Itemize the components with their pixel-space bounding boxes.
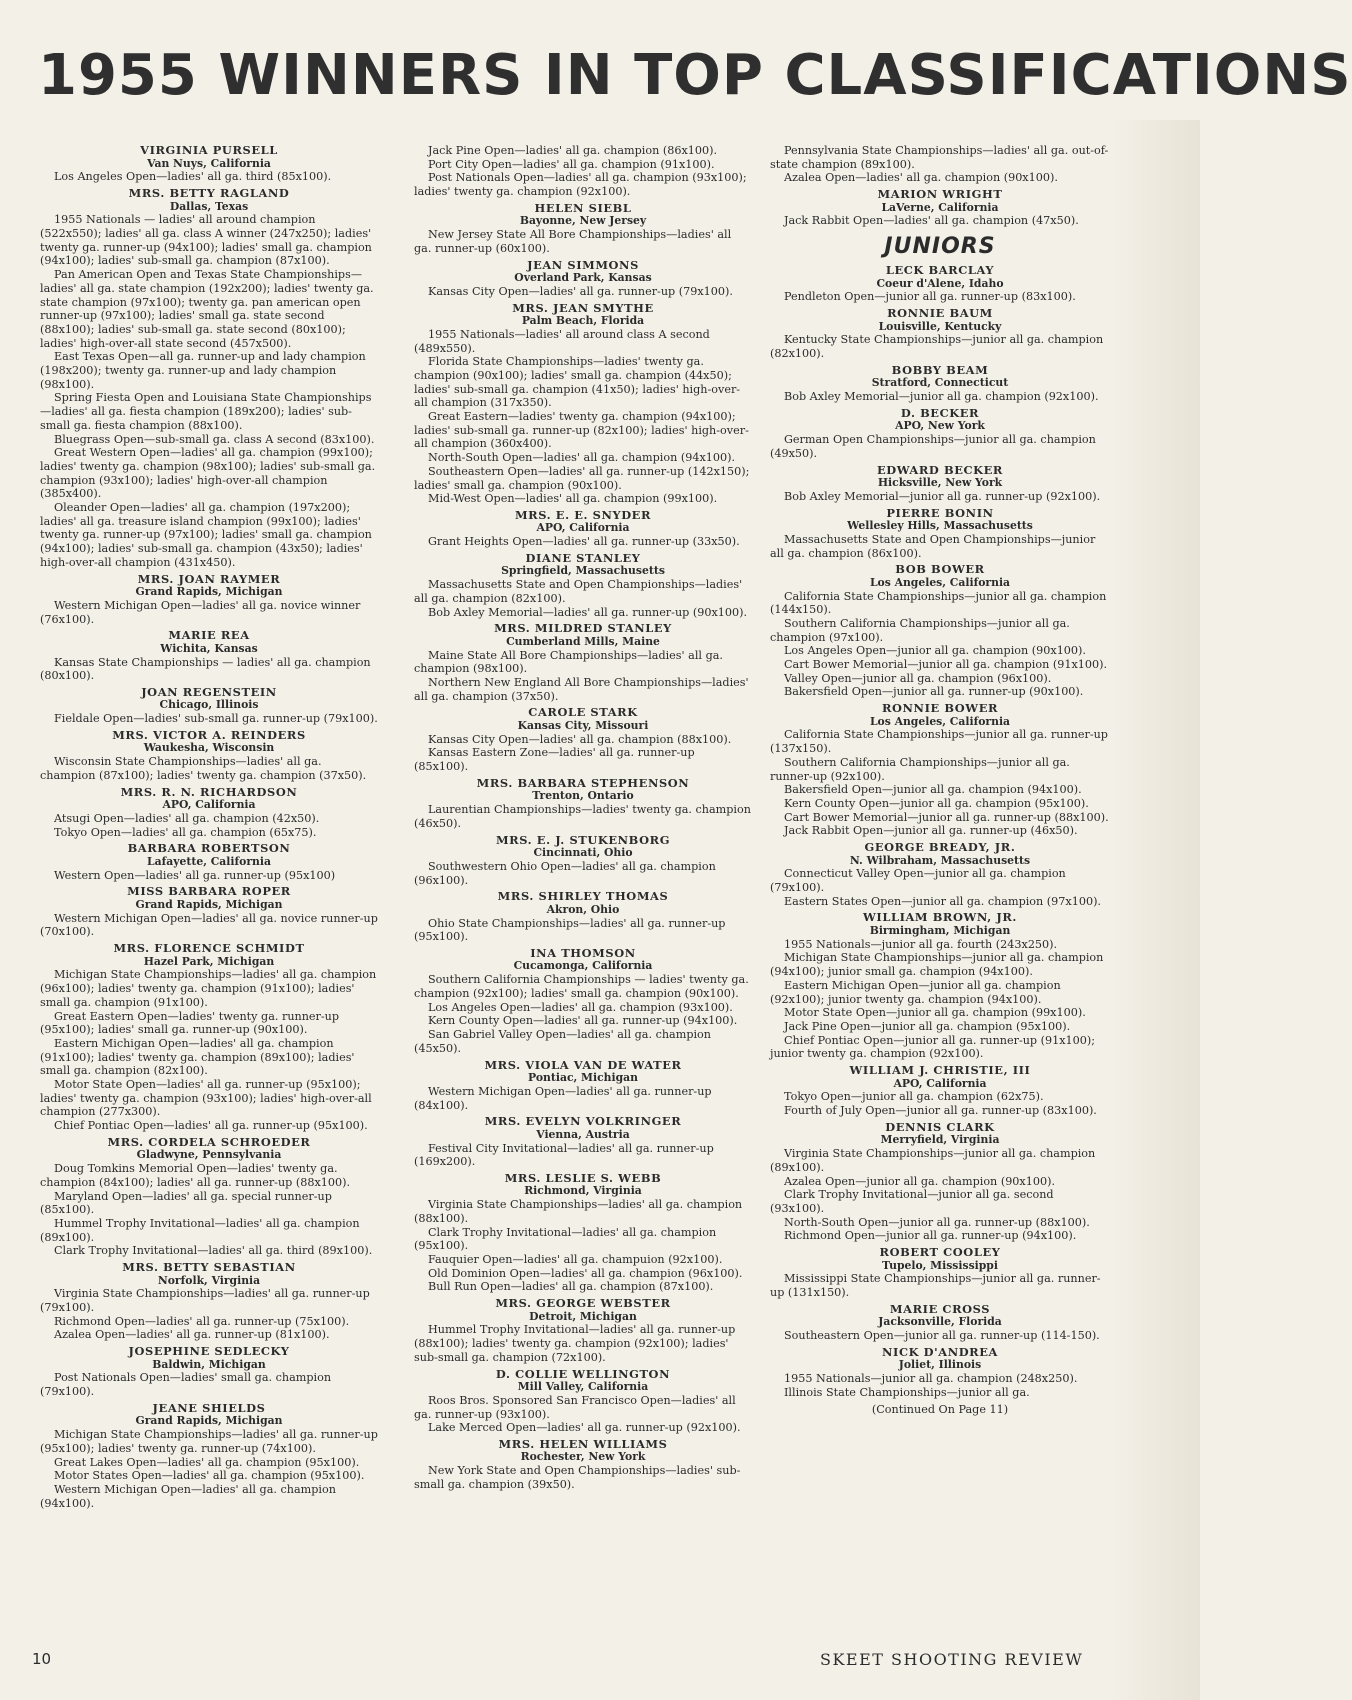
result-record: Jack Rabbit Open—junior all ga. runner-up (46x50). bbox=[784, 824, 1078, 838]
winner-location: Pontiac, Michigan bbox=[527, 1071, 639, 1084]
winner-location: Grand Rapids, Michigan bbox=[135, 1414, 283, 1428]
result-record: Mid-West Open—ladies' all ga. champion (99x100). bbox=[428, 492, 718, 506]
winner-entry bbox=[770, 1303, 1110, 1343]
winner-entry bbox=[770, 841, 1110, 908]
result-record: Western Michigan Open—ladies' all ga. runner-up (84x100). bbox=[414, 1084, 712, 1112]
winner-location: Jacksonville, Florida bbox=[878, 1315, 1002, 1329]
winner-entry bbox=[770, 1346, 1110, 1400]
winner-entry bbox=[770, 307, 1110, 361]
result-record: Southeastern Open—junior all ga. runner-up (114-150). bbox=[784, 1329, 1100, 1343]
page-headline: 1955 WINNERS IN TOP CLASSIFICATIONS bbox=[38, 43, 1352, 108]
winner-location: Hicksville, New York bbox=[877, 476, 1003, 490]
result-record: Great Eastern Open—ladies' twenty ga. runner-up (95x100); ladies' small ga. runner-up (90x100). bbox=[40, 1009, 340, 1037]
result-record: Massachusetts State and Open Championships—junior all ga. champion (86x100). bbox=[770, 532, 1096, 560]
winner-name: CAROLE STARK bbox=[528, 705, 638, 720]
result-record: Virginia State Championships—ladies' all ga. champion (88x100). bbox=[414, 1198, 743, 1225]
winner-location: APO, New York bbox=[895, 419, 985, 433]
winner-entry bbox=[40, 1136, 378, 1258]
winner-name: MRS. VIOLA VAN DE WATER bbox=[484, 1057, 682, 1072]
result-record: Grant Heights Open—ladies' all ga. runner-up (33x50). bbox=[428, 535, 740, 549]
result-record: Southern California Championships — ladies' twenty ga. champion (92x100); ladies' small ga. champion (90x100). bbox=[414, 973, 749, 1000]
winner-entry bbox=[40, 573, 378, 627]
winner-location: Bayonne, New Jersey bbox=[519, 214, 647, 228]
column-3 bbox=[770, 144, 1110, 1644]
winner-name: MRS. EVELYN VOLKRINGER bbox=[484, 1114, 682, 1129]
winner-location: Los Angeles, California bbox=[869, 575, 1011, 589]
winner-location: Cumberland Mills, Maine bbox=[506, 634, 660, 648]
result-record: Motor State Open—ladies' all ga. runner-up (95x100); ladies' twenty ga. champion (93x100); ladies' high-over-all champion (277x300). bbox=[40, 1078, 372, 1119]
result-record: Pendleton Open—junior all ga. runner-up (83x100). bbox=[784, 290, 1076, 304]
result-record: Tokyo Open—junior all ga. champion (62x75). bbox=[784, 1090, 1044, 1104]
winner-location: Grand Rapids, Michigan bbox=[135, 585, 283, 599]
result-record: Motor State Open—junior all ga. champion (99x100). bbox=[784, 1006, 1086, 1020]
winner-name: MARIE REA bbox=[168, 628, 250, 643]
result-record: Pan American Open and Texas State Championships—ladies' all ga. state champion (192x200); ladies' twenty ga. state champion (97x100); twenty ga. pan american open runner-up (97x100); ladies' small ga. state second (88x100); ladies' sub-small ga. state second (80x100); ladies' high-over-all state second (457x500). bbox=[40, 268, 374, 350]
result-record: Tokyo Open—ladies' all ga. champion (65x75). bbox=[54, 825, 317, 839]
result-record: Jack Pine Open—ladies' all ga. champion (86x100). bbox=[428, 144, 718, 157]
winner-name: LECK BARCLAY bbox=[885, 263, 995, 278]
page-edge-shadow bbox=[1110, 120, 1200, 1700]
winner-location: Merryfield, Virginia bbox=[880, 1133, 1000, 1147]
winner-entry bbox=[770, 1064, 1110, 1118]
result-record: Valley Open—junior all ga. champion (96x100). bbox=[784, 671, 1052, 685]
winner-name: MRS. MILDRED STANLEY bbox=[494, 621, 672, 636]
result-record: Cart Bower Memorial—junior all ga. champion (91x100). bbox=[784, 658, 1108, 672]
winner-entry bbox=[414, 622, 752, 703]
winner-entry bbox=[40, 144, 378, 184]
result-record: New York State and Open Championships—ladies' sub-small ga. champion (39x50). bbox=[414, 1464, 741, 1491]
winner-location: N. Wilbraham, Massachusetts bbox=[849, 853, 1031, 867]
winner-entry bbox=[414, 509, 752, 549]
result-record: Bob Axley Memorial—ladies' all ga. runner-up (90x100). bbox=[428, 605, 748, 619]
winner-entry bbox=[40, 1345, 378, 1399]
winner-entry bbox=[40, 885, 378, 939]
winner-name: MRS. BETTY RAGLAND bbox=[128, 186, 290, 200]
winner-entry bbox=[414, 834, 752, 888]
result-record: Western Open—ladies' all ga. runner-up (95x100) bbox=[54, 868, 336, 882]
winner-name: MRS. SHIRLEY THOMAS bbox=[497, 889, 669, 904]
winner-location: Cucamonga, California bbox=[513, 959, 653, 973]
result-record: Ohio State Championships—ladies' all ga. runner-up (95x100). bbox=[414, 916, 726, 944]
winner-entry bbox=[770, 407, 1110, 461]
winner-name: INA THOMSON bbox=[530, 945, 636, 960]
winner-location: Richmond, Virginia bbox=[524, 1184, 642, 1198]
winner-name: DENNIS CLARK bbox=[885, 1119, 995, 1134]
result-record: Jack Pine Open—junior all ga. champion (95x100). bbox=[784, 1019, 1071, 1033]
winner-name: WILLIAM BROWN, JR. bbox=[863, 910, 1017, 925]
winner-name: MRS. R. N. RICHARDSON bbox=[120, 784, 298, 799]
winner-location: Akron, Ohio bbox=[546, 902, 620, 916]
winner-entry bbox=[40, 1402, 378, 1511]
winner-location: APO, California bbox=[893, 1076, 987, 1090]
result-record: Old Dominion Open—ladies' all ga. champion (96x100). bbox=[428, 1266, 743, 1280]
winner-name: PIERRE BONIN bbox=[886, 505, 994, 520]
section-heading: JUNIORS bbox=[884, 234, 996, 260]
result-record: Chief Pontiac Open—junior all ga. runner-up (91x100); junior twenty ga. champion (92x100). bbox=[770, 1033, 1096, 1061]
winner-entry bbox=[414, 706, 752, 773]
result-record: San Gabriel Valley Open—ladies' all ga. champion (45x50). bbox=[414, 1028, 712, 1055]
winner-location: Palm Beach, Florida bbox=[521, 314, 645, 328]
result-record: Los Angeles Open—ladies' all ga. third (85x100). bbox=[54, 170, 332, 184]
winner-location: Los Angeles, California bbox=[869, 714, 1011, 728]
result-record: Motor States Open—ladies' all ga. champion (95x100). bbox=[54, 1469, 365, 1483]
result-record: Connecticut Valley Open—junior all ga. champion (79x100). bbox=[770, 867, 1066, 895]
result-record: 1955 Nationals—ladies' all around class A second (489x550). bbox=[414, 327, 710, 355]
result-record: Kern County Open—junior all ga. champion (95x100). bbox=[784, 796, 1089, 810]
result-record: 1955 Nationals — ladies' all around champion (522x550); ladies' all ga. class A winner (247x250); ladies' twenty ga. runner-up (94x100); ladies' small ga. champion (94x100); ladies' sub-small ga. champion (87x100). bbox=[40, 213, 372, 268]
winner-location: Vienna, Austria bbox=[536, 1127, 630, 1141]
winner-location: Dallas, Texas bbox=[169, 199, 249, 213]
result-record: Southern California Championships—junior all ga. runner-up (92x100). bbox=[770, 755, 1070, 783]
result-record: Fieldale Open—ladies' sub-small ga. runner-up (79x100). bbox=[54, 712, 378, 726]
winner-name: D. COLLIE WELLINGTON bbox=[495, 1366, 671, 1381]
winner-entry bbox=[414, 1172, 752, 1294]
result-record: Kansas City Open—ladies' all ga. runner-up (79x100). bbox=[428, 284, 733, 298]
winner-location: Detroit, Michigan bbox=[529, 1309, 637, 1323]
winner-name: MARIE CROSS bbox=[889, 1301, 991, 1316]
result-record: North-South Open—ladies' all ga. champion (94x100). bbox=[428, 451, 736, 465]
winner-name: NICK D'ANDREA bbox=[882, 1344, 998, 1359]
result-record: 1955 Nationals—junior all ga. fourth (243x250). bbox=[784, 937, 1058, 951]
page-number: 10 bbox=[32, 1650, 52, 1668]
winner-entry bbox=[414, 1438, 752, 1492]
result-record: Festival City Invitational—ladies' all ga. runner-up (169x200). bbox=[414, 1141, 714, 1169]
result-record: Bob Axley Memorial—junior all ga. champion (92x100). bbox=[784, 390, 1099, 404]
result-record: Eastern Michigan Open—junior all ga. champion (92x100); junior twenty ga. champion (94x100). bbox=[770, 978, 1061, 1006]
result-record: Virginia State Championships—junior all ga. champion (89x100). bbox=[770, 1147, 1096, 1174]
winner-name: BARBARA ROBERTSON bbox=[127, 841, 291, 856]
winner-name: RONNIE BAUM bbox=[887, 306, 993, 321]
winner-location: Baldwin, Michigan bbox=[152, 1357, 266, 1371]
result-record: Bluegrass Open—sub-small ga. class A second (83x100). bbox=[54, 432, 375, 446]
result-record: Great Eastern—ladies' twenty ga. champion (94x100); ladies' sub-small ga. runner-up (82x100); ladies' high-over-all champion (360x400). bbox=[414, 410, 749, 451]
result-record: Lake Merced Open—ladies' all ga. runner-up (92x100). bbox=[428, 1421, 741, 1435]
result-record: Clark Trophy Invitational—junior all ga. second (93x100). bbox=[770, 1188, 1054, 1215]
winner-entry bbox=[770, 1246, 1110, 1300]
result-record: Oleander Open—ladies' all ga. champion (197x200); ladies' all ga. treasure island champion (99x100); ladies' twenty ga. runner-up (97x100); ladies' small ga. champion (94x100); ladies' sub-small ga. champion (43x50); ladies' high-over-all champion (431x450). bbox=[40, 501, 372, 569]
winner-name: JOAN REGENSTEIN bbox=[141, 684, 277, 699]
result-record: Southern California Championships—junior all ga. champion (97x100). bbox=[770, 616, 1070, 644]
result-record: Michigan State Championships—ladies' all ga. champion (96x100); ladies' twenty ga. champion (91x100); ladies' small ga. champion (91x100). bbox=[40, 968, 377, 1009]
winner-location: Hazel Park, Michigan bbox=[143, 954, 275, 968]
result-record: Mississippi State Championships—junior all ga. runner-up (131x150). bbox=[770, 1272, 1101, 1300]
winner-location: Kansas City, Missouri bbox=[517, 718, 649, 732]
result-record: Hummel Trophy Invitational—ladies' all ga. champion (89x100). bbox=[40, 1216, 360, 1244]
winner-location: LaVerne, California bbox=[881, 200, 999, 214]
winner-entry bbox=[40, 629, 378, 683]
winner-entry bbox=[414, 202, 752, 256]
winner-location: Birmingham, Michigan bbox=[869, 923, 1011, 937]
result-record: Massachusetts State and Open Championships—ladies' all ga. champion (82x100). bbox=[414, 578, 743, 605]
result-record: 1955 Nationals—junior all ga. champion (248x250). bbox=[784, 1372, 1078, 1386]
winner-location: Mill Valley, California bbox=[517, 1380, 649, 1394]
winner-name: EDWARD BECKER bbox=[877, 462, 1003, 477]
winner-entry bbox=[770, 702, 1110, 838]
winner-location: Stratford, Connecticut bbox=[871, 376, 1009, 390]
winner-location: APO, California bbox=[536, 521, 630, 535]
result-record: Florida State Championships—ladies' twenty ga. champion (90x100); ladies' small ga. champion (44x50); ladies' sub-small ga. champion (41x50); ladies' high-over-all champion (317x350). bbox=[414, 355, 741, 410]
winner-entry bbox=[40, 1261, 378, 1342]
result-record: Chief Pontiac Open—ladies' all ga. runner-up (95x100). bbox=[54, 1119, 368, 1133]
result-record: Michigan State Championships—junior all ga. champion (94x100); junior small ga. champion (94x100). bbox=[770, 951, 1104, 979]
result-record: Southeastern Open—ladies' all ga. runner-up (142x150); ladies' small ga. champion (90x100). bbox=[414, 464, 750, 492]
result-record: Maine State All Bore Championships—ladies' all ga. champion (98x100). bbox=[414, 648, 723, 676]
continued-note: (Continued On Page 11) bbox=[871, 1403, 1009, 1417]
result-record: Cart Bower Memorial—junior all ga. runner-up (88x100). bbox=[784, 810, 1109, 824]
result-record: Western Michigan Open—ladies' all ga. novice runner-up (70x100). bbox=[40, 911, 378, 939]
result-record: California State Championships—junior all ga. runner-up (137x150). bbox=[770, 728, 1108, 756]
result-record: Kern County Open—ladies' all ga. runner-up (94x100). bbox=[428, 1014, 738, 1028]
winner-entry bbox=[414, 259, 752, 299]
result-record: Southwestern Ohio Open—ladies' all ga. champion (96x100). bbox=[414, 859, 716, 887]
result-record: Pennsylvania State Championships—ladies' all ga. out-of-state champion (89x100). bbox=[770, 144, 1109, 171]
magazine-footer: SKEET SHOOTING REVIEW bbox=[820, 1650, 1084, 1669]
result-record: Hummel Trophy Invitational—ladies' all ga. runner-up (88x100); ladies' twenty ga. champion (92x100); ladies' sub-small ga. champion (72x100). bbox=[414, 1323, 736, 1364]
winner-location: Gladwyne, Pennsylvania bbox=[136, 1148, 282, 1162]
result-record: Bakersfield Open—junior all ga. champion (94x100). bbox=[784, 783, 1082, 797]
winner-location: Trenton, Ontario bbox=[532, 789, 634, 803]
winner-entry bbox=[40, 786, 378, 840]
winner-name: MRS. E. E. SNYDER bbox=[514, 507, 652, 522]
result-record: Roos Bros. Sponsored San Francisco Open—ladies' all ga. runner-up (93x100). bbox=[414, 1393, 736, 1421]
result-record: California State Championships—junior all ga. champion (144x150). bbox=[770, 589, 1107, 617]
result-record: Doug Tomkins Memorial Open—ladies' twenty ga. champion (84x100); ladies' all ga. runner-up (88x100). bbox=[40, 1162, 351, 1189]
winner-location: Grand Rapids, Michigan bbox=[135, 897, 283, 911]
winner-name: MRS. BARBARA STEPHENSON bbox=[476, 775, 690, 790]
winner-location: Cincinnati, Ohio bbox=[533, 846, 633, 860]
winner-entry bbox=[40, 729, 378, 783]
result-record: Bob Axley Memorial—junior all ga. runner-up (92x100). bbox=[784, 489, 1101, 503]
winner-entry bbox=[414, 1059, 752, 1113]
winner-name: MRS. JOAN RAYMER bbox=[137, 571, 281, 586]
result-record: Great Western Open—ladies' all ga. champion (99x100); ladies' twenty ga. champion (98x100); ladies' sub-small ga. champion (93x100); ladies' high-over-all champion (385x400). bbox=[40, 446, 376, 501]
winner-name: MARION WRIGHT bbox=[877, 187, 1003, 202]
result-record: New Jersey State All Bore Championships—ladies' all ga. runner-up (60x100). bbox=[414, 228, 732, 255]
result-record: Azalea Open—ladies' all ga. champion (90x100). bbox=[784, 171, 1058, 185]
winner-name: JEAN SIMMONS bbox=[527, 257, 639, 272]
result-record: Wisconsin State Championships—ladies' all ga. champion (87x100); ladies' twenty ga. champion (37x50). bbox=[40, 755, 367, 782]
result-record: Richmond Open—ladies' all ga. runner-up (75x100). bbox=[54, 1314, 350, 1328]
result-record: Jack Rabbit Open—ladies' all ga. champion (47x50). bbox=[784, 214, 1079, 228]
winner-location: Coeur d'Alene, Idaho bbox=[876, 276, 1004, 290]
winner-name: GEORGE BREADY, JR. bbox=[864, 840, 1016, 855]
winner-entry bbox=[414, 947, 752, 1056]
result-record: Western Michigan Open—ladies' all ga. champion (94x100). bbox=[40, 1482, 336, 1510]
winner-name: MRS. E. J. STUKENBORG bbox=[495, 832, 671, 847]
winner-name: BOBBY BEAM bbox=[891, 362, 989, 377]
winner-name: DIANE STANLEY bbox=[525, 550, 641, 565]
winner-name: BOB BOWER bbox=[895, 562, 985, 577]
winner-name: MRS. JEAN SMYTHE bbox=[512, 300, 654, 315]
result-record: German Open Championships—junior all ga. champion (49x50). bbox=[770, 433, 1096, 460]
result-record: Eastern States Open—junior all ga. champion (97x100). bbox=[784, 894, 1101, 908]
result-record: Kansas State Championships — ladies' all ga. champion (80x100). bbox=[40, 655, 371, 683]
winner-name: HELEN SIEBL bbox=[534, 200, 632, 215]
result-record: Azalea Open—ladies' all ga. runner-up (81x100). bbox=[54, 1328, 330, 1342]
result-record: Virginia State Championships—ladies' all ga. runner-up (79x100). bbox=[40, 1287, 370, 1315]
winner-location: Springfield, Massachusetts bbox=[501, 564, 665, 578]
result-record: East Texas Open—all ga. runner-up and lady champion (198x200); twenty ga. runner-up and lady champion (98x100). bbox=[40, 350, 366, 391]
winner-location: Van Nuys, California bbox=[147, 156, 271, 170]
column-2 bbox=[414, 144, 752, 1644]
result-record: Bakersfield Open—junior all ga. runner-up (90x100). bbox=[784, 685, 1084, 699]
result-record: Atsugi Open—ladies' all ga. champion (42x50). bbox=[54, 811, 320, 825]
result-record: Laurentian Championships—ladies' twenty ga. champion (46x50). bbox=[414, 803, 751, 830]
result-record: Post Nationals Open—ladies' all ga. champion (93x100); ladies' twenty ga. champion (92x100). bbox=[414, 171, 747, 199]
winner-entry bbox=[40, 187, 378, 570]
result-record: Michigan State Championships—ladies' all ga. runner-up (95x100); ladies' twenty ga. runner-up (74x100). bbox=[40, 1428, 378, 1455]
result-record: Los Angeles Open—ladies' all ga. champion (93x100). bbox=[428, 1000, 733, 1014]
winner-entry bbox=[770, 563, 1110, 699]
winner-name: MISS BARBARA ROPER bbox=[127, 884, 291, 899]
winner-name: MRS. CORDELA SCHROEDER bbox=[107, 1134, 311, 1149]
result-record: Clark Trophy Invitational—ladies' all ga. third (89x100). bbox=[54, 1244, 373, 1258]
winner-name: MRS. HELEN WILLIAMS bbox=[498, 1436, 668, 1451]
winner-name: ROBERT COOLEY bbox=[879, 1245, 1001, 1260]
winner-entry bbox=[414, 144, 752, 199]
winner-entry bbox=[770, 911, 1110, 1061]
result-record: Richmond Open—junior all ga. runner-up (94x100). bbox=[784, 1229, 1077, 1243]
winner-location: Joliet, Illinois bbox=[898, 1358, 982, 1372]
winner-entry bbox=[770, 1121, 1110, 1243]
result-record: Western Michigan Open—ladies' all ga. novice winner (76x100). bbox=[40, 598, 361, 626]
winner-entry bbox=[770, 507, 1110, 561]
result-record: Los Angeles Open—junior all ga. champion (90x100). bbox=[784, 644, 1086, 658]
winner-entry bbox=[414, 777, 752, 831]
winner-name: WILLIAM J. CHRISTIE, III bbox=[849, 1063, 1031, 1078]
winner-location: Norfolk, Virginia bbox=[157, 1273, 261, 1287]
winner-entry bbox=[414, 1115, 752, 1169]
winner-name: MRS. BETTY SEBASTIAN bbox=[122, 1260, 296, 1275]
winner-location: Chicago, Illinois bbox=[159, 698, 259, 712]
winner-entry bbox=[414, 552, 752, 619]
column-1 bbox=[40, 144, 378, 1644]
result-record: North-South Open—junior all ga. runner-up (88x100). bbox=[784, 1215, 1090, 1229]
winner-location: Wellesley Hills, Massachusetts bbox=[847, 519, 1033, 533]
winner-entry bbox=[414, 890, 752, 944]
winner-name: JEANE SHIELDS bbox=[152, 1400, 266, 1415]
result-record: Post Nationals Open—ladies' small ga. champion (79x100). bbox=[40, 1371, 332, 1399]
result-record: Fauquier Open—ladies' all ga. champuion (92x100). bbox=[428, 1253, 723, 1267]
winner-entry bbox=[40, 842, 378, 882]
winner-location: Lafayette, California bbox=[146, 854, 271, 868]
winner-location: Louisville, Kentucky bbox=[878, 319, 1002, 333]
winner-name: D. BECKER bbox=[900, 405, 980, 420]
winner-entry bbox=[770, 464, 1110, 504]
result-record: Illinois State Championships—junior all ga. bbox=[784, 1385, 1030, 1399]
winner-name: RONNIE BOWER bbox=[881, 701, 999, 716]
winner-entry bbox=[414, 1297, 752, 1364]
winner-name: JOSEPHINE SEDLECKY bbox=[128, 1344, 290, 1359]
result-record: Great Lakes Open—ladies' all ga. champion (95x100). bbox=[54, 1455, 360, 1469]
winner-entry bbox=[414, 302, 752, 506]
result-record: Maryland Open—ladies' all ga. special runner-up (85x100). bbox=[40, 1189, 332, 1217]
winner-location: Tupelo, Mississippi bbox=[882, 1258, 998, 1272]
result-record: Port City Open—ladies' all ga. champion (91x100). bbox=[428, 157, 715, 171]
winner-location: APO, California bbox=[162, 798, 256, 812]
result-record: Fourth of July Open—junior all ga. runner-up (83x100). bbox=[784, 1104, 1097, 1118]
winner-entry bbox=[414, 1368, 752, 1435]
winner-name: MRS. GEORGE WEBSTER bbox=[495, 1296, 671, 1311]
winner-location: Rochester, New York bbox=[520, 1450, 646, 1464]
winner-entry bbox=[40, 942, 378, 1133]
winner-entry bbox=[770, 188, 1110, 228]
result-record: Azalea Open—junior all ga. champion (90x100). bbox=[784, 1174, 1056, 1188]
result-record: Clark Trophy Invitational—ladies' all ga. champion (95x100). bbox=[414, 1225, 717, 1253]
winner-name: MRS. FLORENCE SCHMIDT bbox=[113, 941, 305, 956]
result-record: Northern New England All Bore Championships—ladies' all ga. champion (37x50). bbox=[414, 676, 749, 703]
winner-location: Waukesha, Wisconsin bbox=[143, 741, 275, 755]
winner-name: MRS. VICTOR A. REINDERS bbox=[112, 727, 306, 742]
winner-location: Wichita, Kansas bbox=[160, 641, 258, 655]
winner-name: VIRGINIA PURSELL bbox=[140, 143, 278, 157]
result-record: Kansas Eastern Zone—ladies' all ga. runner-up (85x100). bbox=[414, 746, 695, 774]
winner-entry bbox=[770, 364, 1110, 404]
result-record: Kentucky State Championships—junior all ga. champion (82x100). bbox=[770, 333, 1104, 361]
winner-entry bbox=[770, 264, 1110, 304]
winner-name: MRS. LESLIE S. WEBB bbox=[504, 1170, 662, 1185]
result-record: Eastern Michigan Open—ladies' all ga. champion (91x100); ladies' twenty ga. champion (89x100); ladies' small ga. champion (82x100). bbox=[40, 1036, 355, 1078]
result-record: Kansas City Open—ladies' all ga. champion (88x100). bbox=[428, 732, 732, 746]
winner-location: Overland Park, Kansas bbox=[514, 271, 652, 285]
result-record: Bull Run Open—ladies' all ga. champion (87x100). bbox=[428, 1280, 714, 1294]
winner-entry bbox=[40, 686, 378, 726]
winner-entry bbox=[770, 144, 1110, 185]
result-record: Spring Fiesta Open and Louisiana State Championships—ladies' all ga. fiesta champion (189x200); ladies' sub-small ga. fiesta champion (88x100). bbox=[40, 391, 372, 432]
